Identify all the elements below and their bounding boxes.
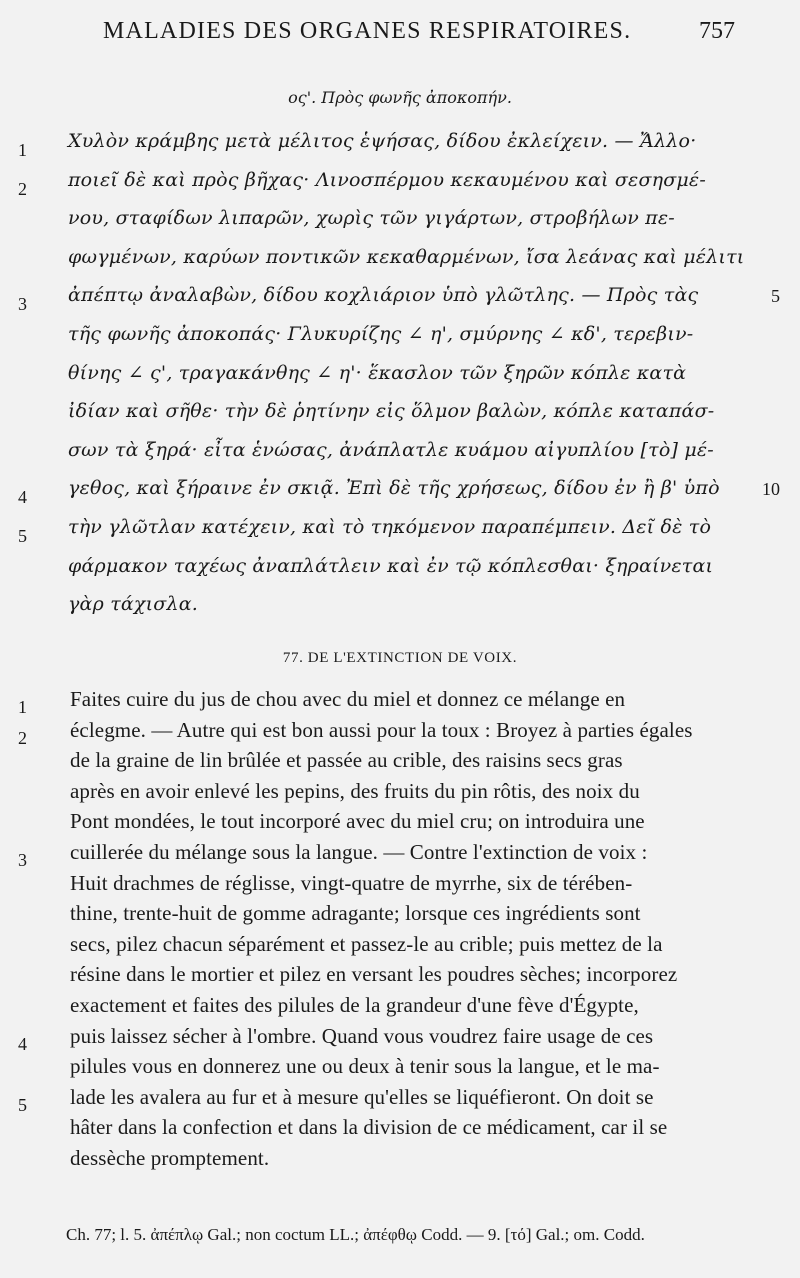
line-number: 5	[18, 1094, 27, 1115]
line-text: puis laissez sécher à l'ombre. Quand vous voudrez faire usage de ces	[70, 1023, 654, 1048]
line-text: thine, trente-huit de gomme adragante; lorsque ces ingrédients sont	[70, 901, 641, 926]
footnote: Ch. 77; l. 5. ἀπέπλῳ Gal.; non coctum LL.; ἀπέφθῳ Codd. — 9. [τό] Gal.; om. Codd.	[66, 1225, 645, 1244]
line-number: 5	[18, 526, 27, 546]
line-number: 3	[18, 850, 27, 870]
margin-line-count: 5	[771, 286, 780, 307]
line-text: Χυλὸν κράμβης μετὰ μέλιτος ἑψήσας, δίδου ἐκλείχειν. — Ἄλλο·	[68, 130, 697, 152]
line-text: ἰδίαν καὶ σῆθε· τὴν δὲ ῥητίνην εἰς ὅλμον βαλὼν, κόπλε καταπάσ-	[68, 400, 715, 423]
line-text: résine dans le mortier et pilez en versant les poudres sèches; incorporez	[70, 962, 678, 987]
line-text: hâter dans la confection et dans la division de ce médicament, car il se	[70, 1115, 668, 1140]
line-number: 4	[18, 1033, 27, 1054]
line-text: φωγμένων, καρύων ποντικῶν κεκαθαρμένων, ἴσα λεάνας καὶ μέλιτι	[68, 245, 745, 268]
line-number: 3	[18, 294, 27, 315]
line-text: secs, pilez chacun séparément et passez-le au crible; puis mettez de la	[70, 931, 663, 956]
margin-line-count: 10	[762, 479, 780, 500]
running-title: MALADIES DES ORGANES RESPIRATOIRES.	[103, 18, 632, 44]
line-text: θίνης ∠ ς', τραγακάνθης ∠ η'· ἕκασλον τῶν ξηρῶν κόπλε κατὰ	[68, 361, 687, 384]
line-text: dessèche promptement.	[70, 1146, 270, 1170]
line-number: 4	[18, 487, 27, 508]
text-line	[0, 400, 800, 436]
line-text: ἀπέπτῳ ἀναλαβὼν, δίδου κοχλιάριον ὑπὸ γλῶτλης. — Πρὸς τὰς	[68, 284, 699, 307]
line-text: exactement et faites des pilules de la grandeur d'une fève d'Égypte,	[70, 993, 639, 1017]
line-text: φάρμακον ταχέως ἀναπλάτλειν καὶ ἐν τῷ κόπλεσθαι· ξηραίνεται	[68, 554, 714, 577]
text-line	[0, 323, 800, 359]
line-number: 1	[18, 140, 27, 160]
line-text: γὰρ τάχισλα.	[68, 593, 198, 616]
line-number: 2	[18, 727, 27, 748]
line-text: éclegme. — Autre qui est bon aussi pour la toux : Broyez à parties égales	[70, 717, 693, 742]
text-line	[0, 362, 800, 398]
text-line	[0, 516, 800, 552]
line-text: après en avoir enlevé les pepins, des fruits du pin rôtis, des noix du	[70, 778, 640, 803]
text-line	[0, 1146, 800, 1182]
french-chapter-heading: 77. DE L'EXTINCTION DE VOIX.	[282, 650, 518, 666]
line-text: lade les avalera au fur et à mesure qu'elles se liquéfieront. On doit se	[70, 1084, 654, 1109]
line-text: ποιεῖ δὲ καὶ πρὸς βῆχας· Λινοσπέρμου κεκαυμένου καὶ σεσησμέ-	[68, 168, 706, 191]
text-line	[0, 477, 800, 513]
line-text: Pont mondées, le tout incorporé avec du miel cru; on introduira une	[70, 809, 645, 834]
running-head	[0, 12, 800, 52]
text-line	[0, 439, 800, 475]
greek-chapter-heading: ος'. Πρὸς φωνῆς ἀποκοπήν.	[288, 88, 512, 107]
line-text: σων τὰ ξηρά· εἶτα ἑνώσας, ἀνάπλατλε κυάμου αἰγυπλίου [τὸ] μέ-	[68, 438, 714, 461]
text-line	[0, 555, 800, 591]
line-text: νου, σταφίδων λιπαρῶν, χωρὶς τῶν γιγάρτων, στροβήλων πε-	[68, 207, 675, 230]
text-line	[0, 130, 800, 166]
line-text: pilules vous en donnerez une ou deux à tenir sous la langue, et le ma-	[70, 1054, 660, 1079]
line-number: 2	[18, 178, 27, 199]
line-text: cuillerée du mélange sous la langue. — Contre l'extinction de voix :	[70, 840, 648, 864]
text-line	[0, 593, 800, 629]
text-line	[0, 246, 800, 282]
text-line	[0, 207, 800, 243]
line-text: γεθος, καὶ ξήραινε ἐν σκιᾷ. Ἐπὶ δὲ τῆς χρήσεως, δίδου ἐν ἢ β' ὑπὸ	[68, 477, 720, 500]
line-number: 1	[18, 697, 27, 717]
line-text: Faites cuire du jus de chou avec du miel et donnez ce mélange en	[70, 687, 626, 711]
page-number: 757	[699, 18, 735, 44]
line-text: de la graine de lin brûlée et passée au crible, des raisins secs gras	[70, 748, 623, 773]
text-line	[0, 284, 800, 320]
line-text: τῆς φωνῆς ἀποκοπάς· Γλυκυρίζης ∠ η', σμύρνης ∠ κδ', τερεβιν-	[68, 323, 694, 345]
text-line	[0, 169, 800, 205]
line-text: Huit drachmes de réglisse, vingt-quatre de myrrhe, six de térében-	[70, 870, 633, 895]
line-text: τὴν γλῶτλαν κατέχειν, καὶ τὸ τηκόμενον παραπέμπειν. Δεῖ δὲ τὸ	[68, 516, 712, 538]
